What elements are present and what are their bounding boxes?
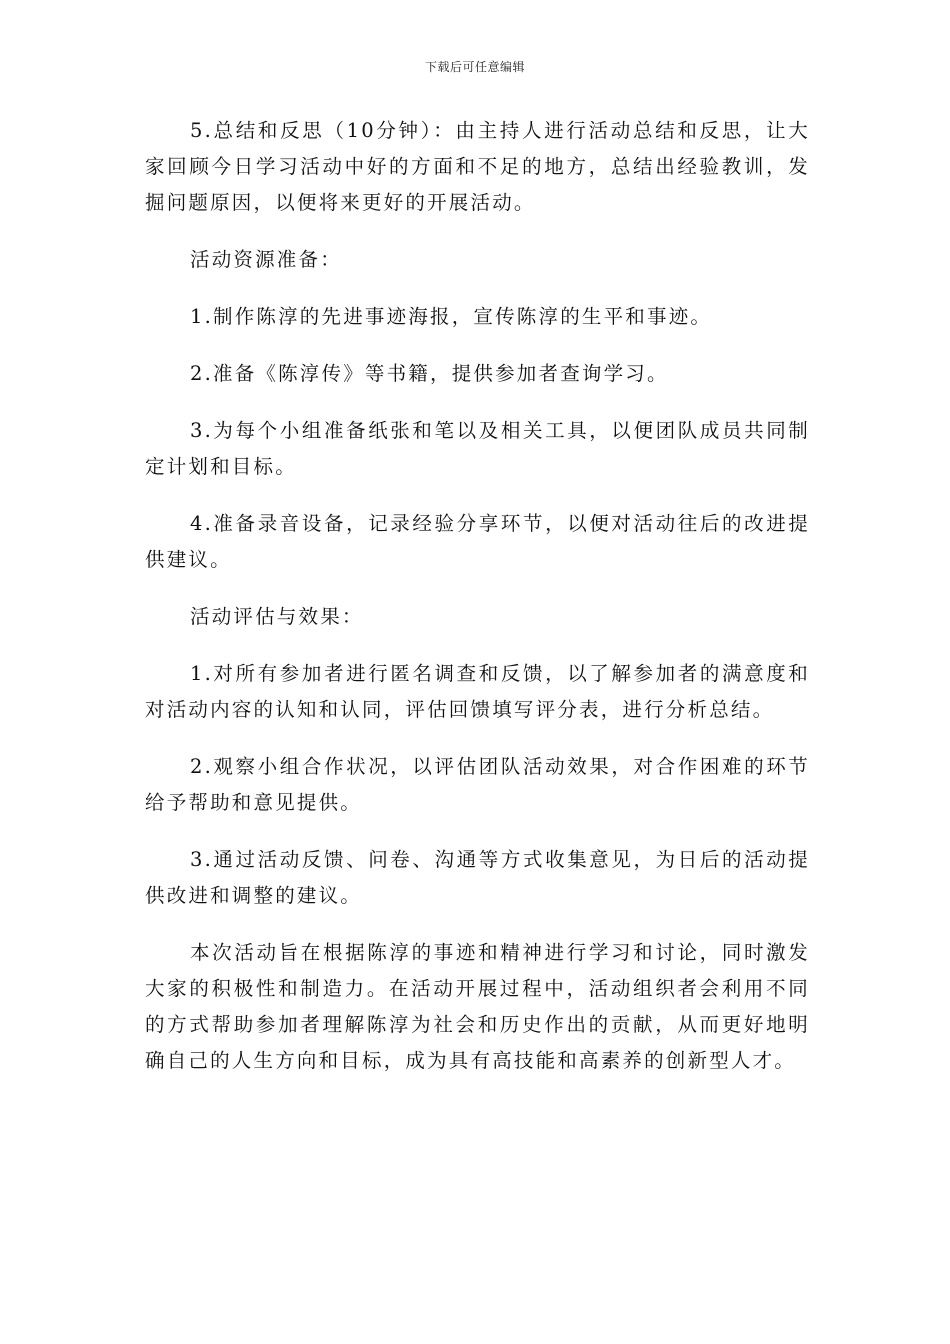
paragraph-resource-4: 4.准备录音设备，记录经验分享环节，以便对活动往后的改进提供建议。 — [145, 512, 810, 571]
heading-evaluation-effect: 活动评估与效果： — [190, 605, 364, 628]
header-note: 下载后可任意编辑 — [424, 60, 525, 74]
paragraph-summary-reflection: 5.总结和反思（10分钟）：由主持人进行活动总结和反思，让大家回顾今日学习活动中好的方面和不足的地方，总结出经验教训，发掘问题原因，以便将来更好的开展活动。 — [145, 119, 810, 214]
paragraph-resource-1: 1.制作陈淳的先进事迹海报，宣传陈淳的生平和事迹。 — [190, 305, 713, 328]
paragraph-conclusion: 本次活动旨在根据陈淳的事迹和精神进行学习和讨论，同时激发大家的积极性和制造力。在活动开展过程中，活动组织者会利用不同的方式帮助参加者理解陈淳为社会和历史作出的贡献，从而更好地明确自己的人生方向和目标，成为具有高技能和高素养的创新型人才。 — [145, 941, 810, 1072]
paragraph-evaluation-1: 1.对所有参加者进行匿名调查和反馈，以了解参加者的满意度和对活动内容的认知和认同，评估回馈填写评分表，进行分析总结。 — [145, 662, 810, 721]
heading-resource-preparation: 活动资源准备： — [190, 248, 342, 271]
document-body — [145, 113, 810, 1100]
paragraph-evaluation-2: 2.观察小组合作状况，以评估团队活动效果，对合作困难的环节给予帮助和意见提供。 — [145, 755, 810, 814]
paragraph-resource-2: 2.准备《陈淳传》等书籍，提供参加者查询学习。 — [190, 362, 669, 385]
paragraph-resource-3: 3.为每个小组准备纸张和笔以及相关工具，以便团队成员共同制定计划和目标。 — [145, 419, 810, 478]
paragraph-evaluation-3: 3.通过活动反馈、问卷、沟通等方式收集意见，为日后的活动提供改进和调整的建议。 — [145, 848, 810, 907]
